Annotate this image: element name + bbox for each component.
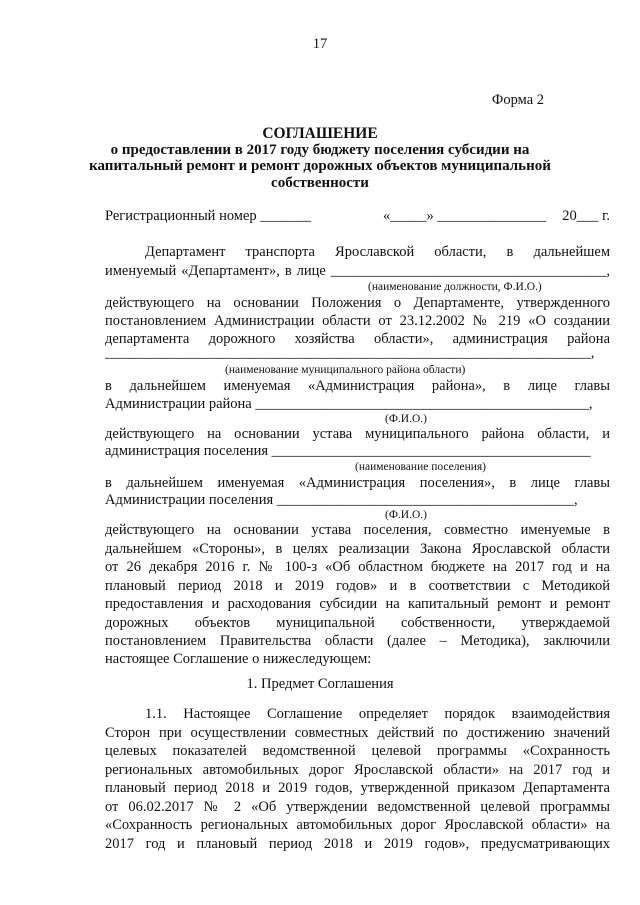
section-heading: 1. Предмет Соглашения (246, 676, 394, 692)
caption-settlement-name: (наименование поселения) (355, 461, 487, 473)
body-line: постановлением Правительства области (далее – Методика), заключили (105, 633, 610, 649)
form-label: Форма 2 (491, 92, 544, 108)
body-line: именуемый «Департамент», в лице ______________________________________, (105, 263, 610, 279)
body-line: действующего на основании устава муниципального района области, и (105, 426, 610, 442)
body-line: в дальнейшем именуемая «Администрация поселения», в лице главы (105, 475, 610, 491)
section-line: Сторон при осуществлении совместных действий по достижению значений (105, 725, 610, 741)
document-subtitle-line-3: собственности (271, 175, 369, 191)
body-line: Администрации поселения _________________________________________, (105, 492, 578, 508)
body-line: предоставления и расходования субсидии на капитальный ремонт и ремонт (105, 596, 610, 612)
registration-row (105, 208, 610, 228)
body-line: постановлением Администрации области от 23.12.2002 № 219 «О создании (105, 313, 610, 329)
body-line: Департамент транспорта Ярославской области, в дальнейшем (145, 244, 610, 260)
body-line: действующего на основании Положения о Департаменте, утвержденного (105, 295, 610, 311)
section-line: региональных автомобильных дорог Ярославской области» на 2017 год и (105, 762, 610, 778)
body-line: дальнейшем «Стороны», в целях реализации Закона Ярославской области (105, 541, 610, 557)
section-line: «Сохранность региональных автомобильных дорог Ярославской области» на (105, 817, 610, 833)
section-line: 1.1. Настоящее Соглашение определяет порядок взаимодействия (145, 706, 610, 722)
body-line: настоящее Соглашение о нижеследующем: (105, 651, 372, 667)
page-number: 17 (312, 36, 328, 52)
body-line: дорожных объектов муниципальной собственности, утверждаемой (105, 615, 610, 631)
body-line: в дальнейшем именуемая «Администрация района», в лице главы (105, 378, 610, 394)
document-subtitle-line-1: о предоставлении в 2017 году бюджету поселения субсидии на (110, 142, 530, 158)
section-line: от 06.02.2017 № 2 «Об утверждении ведомственной целевой программы (105, 799, 610, 815)
caption-position-name: (наименование должности, Ф.И.О.) (368, 281, 542, 293)
body-line: плановый период 2018 и 2019 годов» и в соответствии с Методикой (105, 578, 610, 594)
registration-year-field: 20___ г. (562, 208, 610, 224)
registration-date-field: «_____» _______________ (383, 208, 547, 224)
caption-fio-2: (Ф.И.О.) (385, 509, 427, 521)
caption-district-name: (наименование муниципального района области) (225, 364, 466, 376)
document-subtitle-line-2: капитальный ремонт и ремонт дорожных объектов муниципальной (89, 158, 551, 174)
body-line: действующего на основании устава поселения, совместно именуемые в (105, 522, 610, 538)
section-line: плановый период 2018 и 2019 годов, утвержденной приказом Департамента (105, 780, 610, 796)
registration-number-label: Регистрационный номер _______ (105, 208, 312, 224)
body-line: администрация поселения ____________________________________________ (105, 443, 591, 459)
body-line: от 26 декабря 2016 г. № 100-з «Об областном бюджете на 2017 год и на (105, 559, 610, 575)
body-line: Администрации района ______________________________________________, (105, 396, 593, 412)
caption-fio-1: (Ф.И.О.) (385, 413, 427, 425)
document-title: СОГЛАШЕНИЕ (262, 125, 378, 142)
section-line: целевых показателей ведомственной целевой программы «Сохранность (105, 743, 610, 759)
body-line: департамента дорожного хозяйства области», администрация района (105, 331, 610, 347)
body-line: ___________________________________________________________________, (105, 345, 595, 361)
section-line: 2017 год и плановый период 2018 и 2019 годов», предусматривающих (105, 836, 610, 852)
